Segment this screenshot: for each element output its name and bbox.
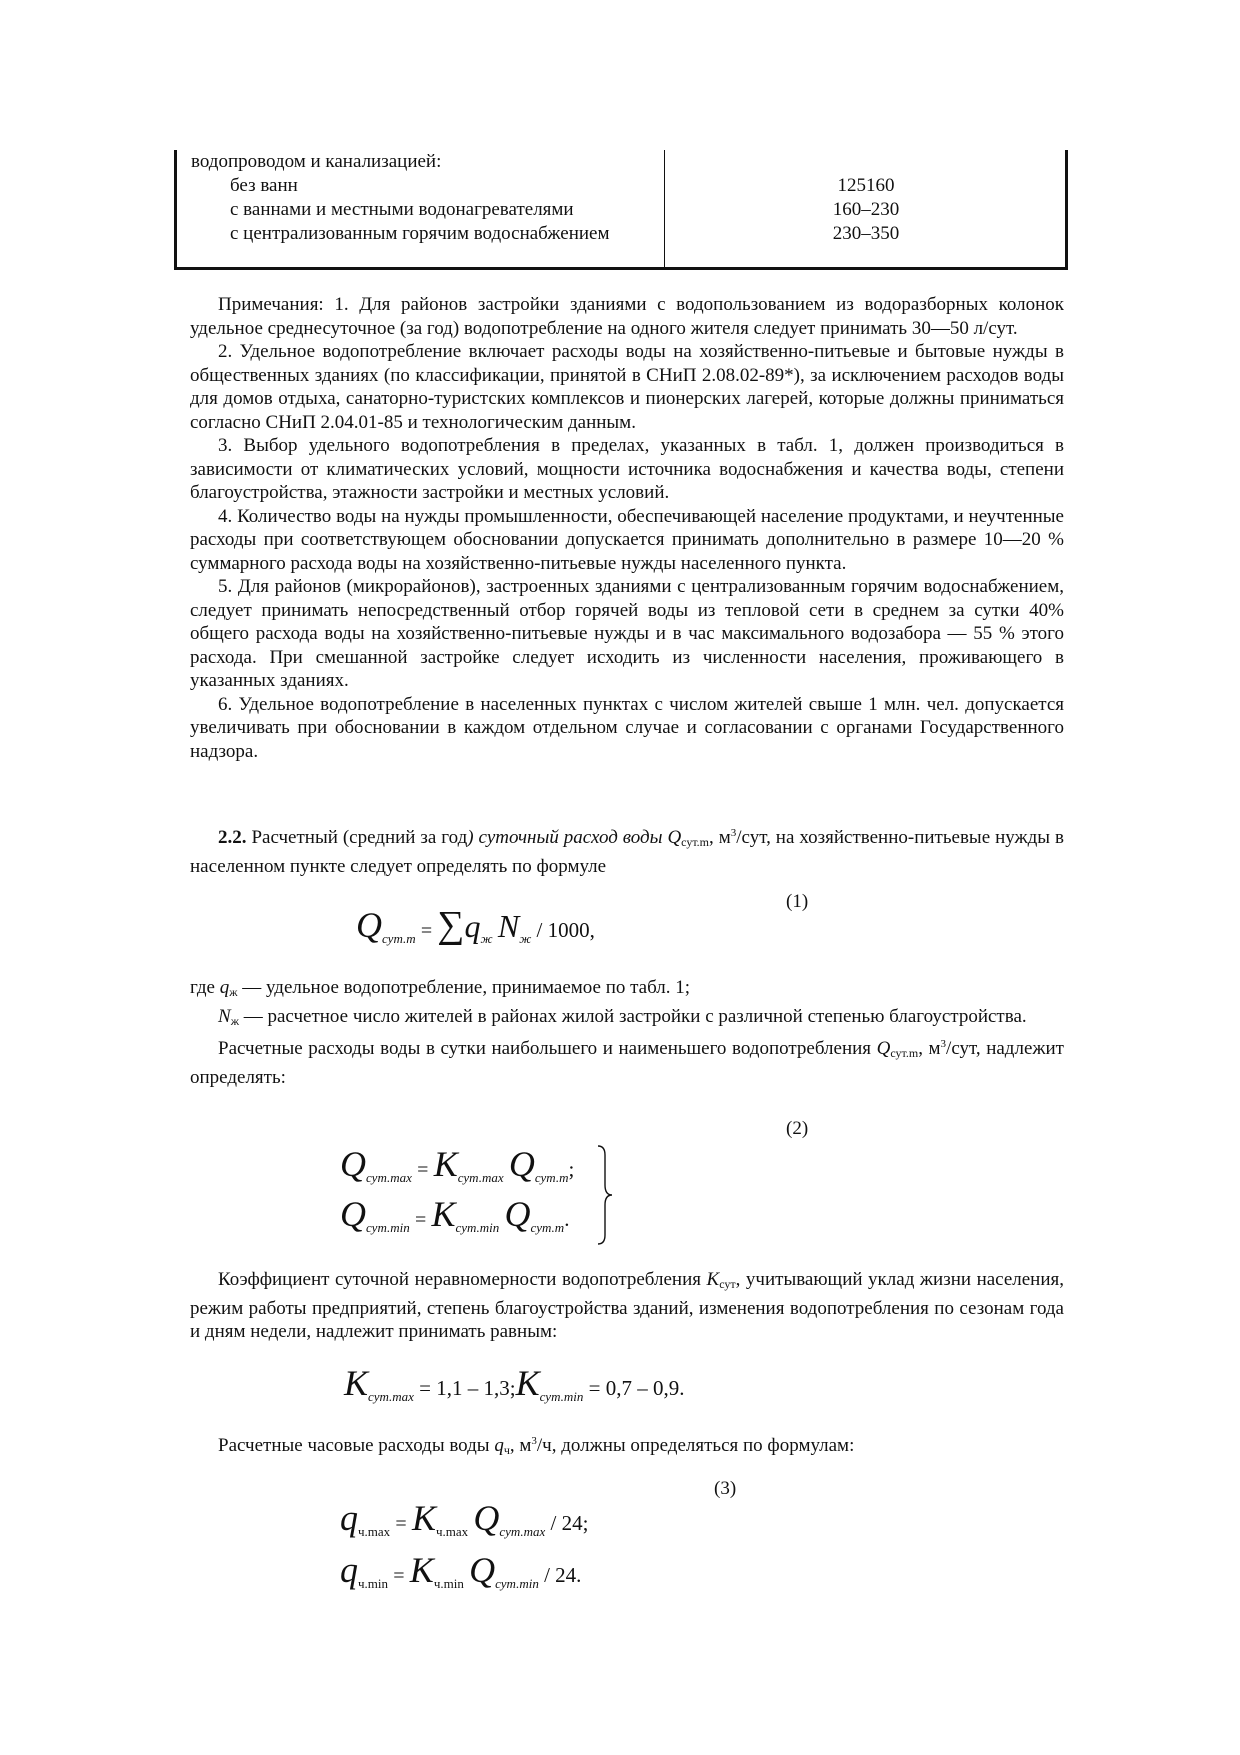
section-2-2 [190, 822, 1064, 878]
note-5: 5. Для районов (микрорайонов), застроенных зданиями с централизованным горячим водоснабжением, следует принимать непосредственный отбор горячей воды из тепловой сети в среднем за сутки 40% общего расхода воды на хозяйственно-питьевые нужды и в час максимального водозабора — 55 % этого расхода. При смешанной застройке следует исходить из численности населения, проживающего в указанных зданиях. [190, 576, 1064, 691]
table-row-label: без ванн [230, 175, 298, 196]
where-line-1: где $q_ж$ — удельное водопотребление, принимаемое по табл. 1; [190, 977, 691, 999]
water-consumption-table [174, 150, 1068, 270]
symbol: Q [667, 827, 682, 848]
coefficient-paragraph: Коэффициент суточной неравномерности водопотребления $K_{сут}$, учитывающий уклад жизни населения, режим работы предприятий, степень благоустройства зданий, изменения водопотребления по сезонам года и дням недели, надлежит принимать равным: [190, 1269, 1065, 1342]
notes-block [190, 293, 1064, 763]
table-column-divider [664, 150, 665, 267]
table-labels-column [191, 150, 609, 246]
hourly-paragraph: Расчетные часовые расходы воды $q_ч$, $м^3/ч$, должны определяться по формулам: [218, 1435, 855, 1457]
where-block [190, 976, 1064, 1089]
table-row-value: 160–230 [832, 199, 900, 220]
table-row-label: с ваннами и местными водонагревателями [230, 199, 574, 220]
equation-number-2: (2) [786, 1118, 809, 1139]
right-brace [596, 1145, 614, 1245]
table-row-header: водопроводом и канализацией: [191, 151, 442, 172]
formula-coefficients: $K_{сут.max} = 1,1$ – $1,3;K_{сут.min} = 0,7 - 0,9$. [344, 1363, 685, 1404]
note-3: 3. Выбор удельного водопотребления в пределах, указанных в табл. 1, должен производиться в зависимости от климатических условий, мощности источника водоснабжения и качества воды, степени благоустройства, этажности застройки и местных условий. [190, 435, 1064, 503]
equation-number-1: (1) [786, 891, 809, 912]
formula-1: $Q_{сут.т} = \sum q_ж$ $N_ж / 1000$, [356, 904, 595, 946]
formula-3-line-2: $q_{ч.min} = K_{ч.min}$ $Q_{сут.min} / 24$. [340, 1550, 582, 1591]
table-row-value: 230–350 [832, 223, 900, 244]
note-1: Примечания: 1. Для районов застройки зданиями с водопользованием из водоразборных колонок удельное среднесуточное (за год) водопотребление на одного жителя следует принимать 30—50 л/сут. [190, 294, 1064, 339]
formula-3-line-1: $q_{ч.max} = K_{ч.max}$ $Q_{сут.max} / 24$; [340, 1498, 589, 1539]
note-6: 6. Удельное водопотребление в населенных пунктах с числом жителей свыше 1 млн. чел. допускается увеличивать при обосновании в каждом отдельном случае и согласовании с органами Государственного надзора. [190, 693, 1064, 762]
sum-symbol: ∑ [437, 904, 465, 946]
where-line-3: Расчетные расходы воды в сутки наибольшего и наименьшего водопотребления $Q_{сут.m}$, $м^3$/сут, надлежит определять: [190, 1038, 1064, 1088]
table-row-label: с централизованным горячим водоснабжением [230, 223, 610, 244]
formula-2-line-1: $Q_{сут.max} = K_{сут.max}$ $Q_{сут.т}$; [340, 1144, 575, 1185]
note-2: 2. Удельное водопотребление включает расходы воды на хозяйственно-питьевые и бытовые нужды в общественных зданиях (по классификации, принятой в СНиП 2.08.02-89*), за исключением расходов воды для домов отдыха, санаторно-туристских комплексов и пионерских лагерей, которые должны приниматься согласно СНиП 2.04.01-85 и технологическим данным. [190, 341, 1064, 433]
note-4: 4. Количество воды на нужды промышленности, обеспечивающей население продуктами, и неучтенные расходы при соответствующем обосновании допускается принимать дополнительно в размере 10—20 % суммарного расхода воды на хозяйственно-питьевые нужды населенного пункта. [190, 505, 1064, 574]
table-row-value: 125160 [837, 175, 895, 196]
section-number: 2.2. [218, 827, 247, 848]
formula-2-line-2: $Q_{сут.min} = K_{сут.min}$ $Q_{сут.т}$. [340, 1194, 570, 1235]
where-line-2: $N_ж$ — расчетное число жителей в районах жилой застройки с различной степенью благоустройства. [218, 1005, 1027, 1028]
table-values-column [667, 174, 1065, 246]
equation-number-3: (3) [714, 1478, 737, 1499]
section-paragraph: 2.2. Расчетный (средний за год) суточный расход воды $Q_{сут.m}$, $м^3$/сут, на хозяйственно-питьевые нужды в населенном пункте следует определять по формуле [190, 827, 1064, 877]
